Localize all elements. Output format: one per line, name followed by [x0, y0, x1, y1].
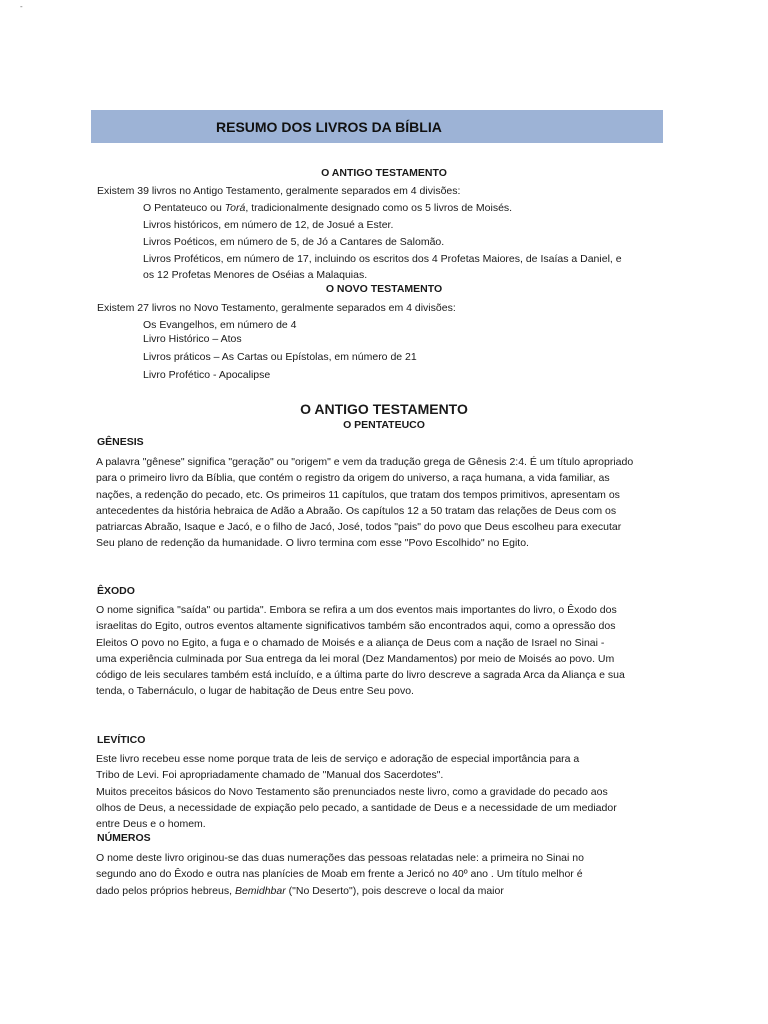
nt-item: Livro Histórico – Atos: [143, 333, 242, 345]
at-intro: Existem 39 livros no Antigo Testamento, geralmente separados em 4 divisões:: [97, 185, 461, 197]
item-text: , tradicionalmente designado como os 5 livros de Moisés.: [245, 202, 513, 214]
numeros-title: NÚMEROS: [97, 832, 151, 844]
at-item-profeticos: Livros Proféticos, em número de 17, incluindo os escritos dos 4 Profetas Maiores, de Isaías a Daniel, e: [143, 253, 622, 265]
paragraph-line: A palavra "gênese" significa "geração" ou "origem" e vem da tradução grega de Gênesis 2:4. É um título apropriado: [96, 456, 634, 468]
paragraph-line: Eleitos O povo no Egito, a fuga e o chamado de Moisés e a aliança de Deus com a nação de Israel no Sinai -: [96, 636, 605, 649]
section-heading: O ANTIGO TESTAMENTO: [300, 401, 468, 417]
paragraph-line: olhos de Deus, a necessidade de expiação pelo pecado, a santidade de Deus e a necessidade de um mediador: [96, 801, 617, 814]
paragraph-line: [96, 883, 584, 899]
document-title: RESUMO DOS LIVROS DA BÍBLIA: [216, 119, 442, 135]
line-text: dado pelos próprios hebreus,: [96, 884, 235, 897]
item-text: O Pentateuco ou: [143, 202, 225, 214]
paragraph-line: entre Deus e o homem.: [96, 818, 206, 831]
corner-mark: -: [20, 2, 23, 11]
paragraph-line: Tribo de Levi. Foi apropriadamente chamado de "Manual dos Sacerdotes".: [96, 769, 444, 782]
paragraph-line: patriarcas Abraão, Isaque e Jacó, e o filho de Jacó, José, todos "pais" do povo que Deus escolheu para executar: [96, 521, 622, 534]
numeros-paragraph: [96, 850, 584, 899]
levitico-title: LEVÍTICO: [97, 734, 146, 746]
exodo-title: ÊXODO: [97, 585, 135, 597]
paragraph-line: nações, a redenção do pecado, etc. Os primeiros 11 capítulos, que tratam dos tempos primitivos, apresentam os: [96, 488, 620, 501]
nt-item: Livros práticos – As Cartas ou Epístolas, em número de 21: [143, 351, 417, 363]
paragraph-line: Muitos preceitos básicos do Novo Testamento são prenunciados neste livro, como a gravidade do pecado aos: [96, 785, 608, 798]
section-subheading: O PENTATEUCO: [343, 419, 425, 431]
levitico-paragraph: [96, 751, 617, 832]
genesis-paragraph: [96, 454, 633, 552]
at-item-poeticos: Livros Poéticos, em número de 5, de Jó a Cantares de Salomão.: [143, 236, 445, 248]
paragraph-line: antecedentes da história hebraica de Adão a Abraão. Os capítulos 12 a 50 tratam das relações de Deus com os: [96, 504, 617, 517]
paragraph-line: código de leis seculares também está incluído, e a última parte do livro descreve a sagrada Arca da Aliança e sua: [96, 669, 625, 682]
at-item-historicos: Livros históricos, em número de 12, de Josué a Ester.: [143, 219, 394, 231]
line-emphasis: Bemidhbar: [234, 884, 286, 897]
nt-intro: Existem 27 livros no Novo Testamento, geralmente separados em 4 divisões:: [97, 302, 456, 314]
genesis-title: GÊNESIS: [97, 436, 144, 448]
paragraph-line: uma experiência culminada por Sua entrega da lei moral (Dez Mandamentos) por meio de Moisés ao povo. Um: [96, 652, 615, 665]
paragraph-line: O nome significa "saída" ou partida". Embora se refira a um dos eventos mais importantes do livro, o Êxodo dos: [96, 604, 617, 616]
title-banner: [91, 110, 663, 143]
paragraph-line: tenda, o Tabernáculo, o lugar de habitação de Deus entre Seu povo.: [96, 685, 414, 698]
at-item-profeticos-cont: os 12 Profetas Menores de Oséias a Malaquias.: [143, 269, 368, 281]
nt-item: Os Evangelhos, em número de 4: [143, 319, 297, 331]
paragraph-line: segundo ano do Êxodo e outra nas planícies de Moab em frente a Jericó no 40º ano . Um título melhor é: [96, 868, 583, 881]
item-emphasis: Torá: [224, 202, 246, 214]
paragraph-line: Este livro recebeu esse nome porque trata de leis de serviço e adoração de especial importância para a: [96, 753, 580, 765]
paragraph-line: israelitas do Egito, outros eventos altamente significativos também são encontrados aqui, como a opressão dos: [96, 620, 616, 633]
paragraph-line: para o primeiro livro da Bíblia, que contém o registro da origem do universo, a raça humana, a vida familiar, as: [96, 472, 610, 485]
paragraph-line: Seu plano de redenção da humanidade. O livro termina com esse "Povo Escolhido" no Egito.: [96, 537, 529, 550]
nt-summary-heading: O NOVO TESTAMENTO: [325, 283, 443, 295]
nt-item: Livro Profético - Apocalipse: [143, 369, 271, 381]
at-summary-heading: O ANTIGO TESTAMENTO: [321, 167, 447, 179]
paragraph-line: O nome deste livro originou-se das duas numerações das pessoas relatadas nele: a primeira no Sinai no: [96, 852, 584, 864]
at-item-pentateuco: [143, 202, 512, 215]
exodo-paragraph: [96, 602, 625, 700]
line-text: ("No Deserto"), pois descreve o local da maior: [285, 884, 504, 897]
